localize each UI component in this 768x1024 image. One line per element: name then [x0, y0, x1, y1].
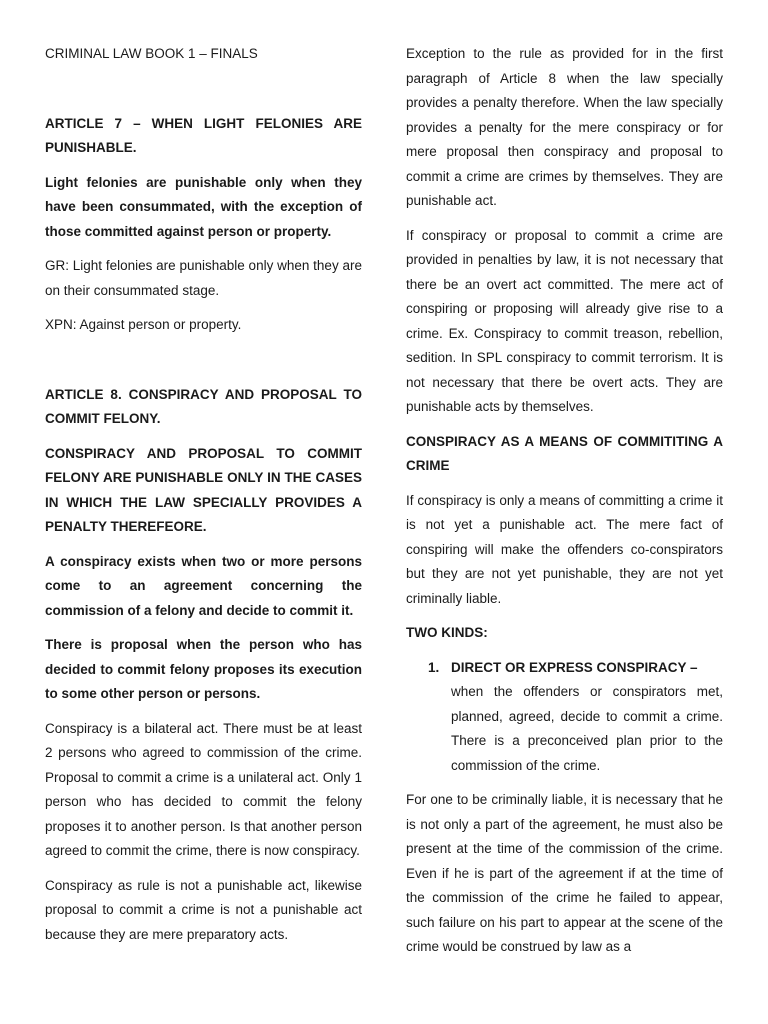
right-column: [406, 42, 723, 960]
article-8-rule: CONSPIRACY AND PROPOSAL TO COMMIT FELONY ARE PUNISHABLE ONLY IN THE CASES IN WHICH THE LAW SPECIALLY PROVIDES A PENALTY THEREFEORE.: [45, 445, 362, 534]
criminally-liable-paragraph: For one to be criminally liable, it is necessary that he is not only a part of the agreement, he must also be present at the time of the commission of the crime. Even if he is part of the agreement if at the time of the commission of the crime he failed to appear, such failure on his part to appear at the scene of the crime would be construed by law as a: [406, 792, 723, 954]
article-8-title: ARTICLE 8. CONSPIRACY AND PROPOSAL TO COMMIT FELONY.: [45, 386, 362, 426]
article-7-text: Light felonies are punishable only when they have been consummated, with the exception of those committed against person or property.: [45, 174, 362, 239]
means-title: CONSPIRACY AS A MEANS OF COMMITITING A CRIME: [406, 433, 723, 473]
left-column: [45, 42, 362, 947]
list-number: 1.: [428, 659, 440, 675]
proposal-definition: There is proposal when the person who has decided to commit felony proposes its execution to some other person or persons.: [45, 637, 362, 701]
general-rule: GR: Light felonies are punishable only when they are on their consummated stage.: [45, 258, 362, 298]
kind1-title: DIRECT OR EXPRESS CONSPIRACY –: [451, 659, 698, 675]
exception-note: XPN: Against person or property.: [45, 317, 242, 332]
kind1-text: when the offenders or conspirators met, planned, agreed, decide to commit a crime. There is a preconceived plan prior to the commission of the crime.: [451, 684, 723, 773]
two-kinds-heading: TWO KINDS:: [406, 625, 488, 640]
bilateral-paragraph: Conspiracy is a bilateral act. There must be at least 2 persons who agreed to commission of the crime. Proposal to commit a crime is a unilateral act. Only 1 person who has decided to commit the felony proposes it to another person. Is that another person agreed to commit the crime, there is now conspiracy.: [45, 720, 362, 858]
overt-act-paragraph: If conspiracy or proposal to commit a crime are provided in penalties by law, it is not necessary that there be an overt act committed. The mere act of conspiring or proposing will already give rise to a crime. Ex. Conspiracy to commit treason, rebellion, sedition. In SPL conspiracy to commit terrorism. It is not necessary that there be overt acts. They are punishable acts by themselves.: [406, 227, 723, 414]
exception-paragraph: Exception to the rule as provided for in the first paragraph of Article 8 when the law specially provides a penalty therefore. When the law specially provides a penalty for the mere conspiracy or for mere proposal then conspiracy and proposal to commit a crime are crimes by themselves. They are punishable act.: [406, 46, 723, 208]
conspiracy-definition: A conspiracy exists when two or more persons come to an agreement concerning the commission of a felony and decide to commit it.: [45, 553, 362, 618]
list-body: [451, 656, 723, 779]
means-paragraph: If conspiracy is only a means of committing a crime it is not yet a punishable act. The mere fact of conspiring will make the offenders co-conspirators but they are not yet punishable, they are not yet criminally liable.: [406, 492, 723, 606]
not-punishable-paragraph: Conspiracy as rule is not a punishable act, likewise proposal to commit a crime is not a punishable act because they are mere preparatory acts.: [45, 877, 362, 942]
document-header: CRIMINAL LAW BOOK 1 – FINALS: [45, 46, 258, 61]
list-item: [406, 656, 723, 779]
article-7-title: ARTICLE 7 – WHEN LIGHT FELONIES ARE PUNISHABLE.: [45, 115, 362, 155]
